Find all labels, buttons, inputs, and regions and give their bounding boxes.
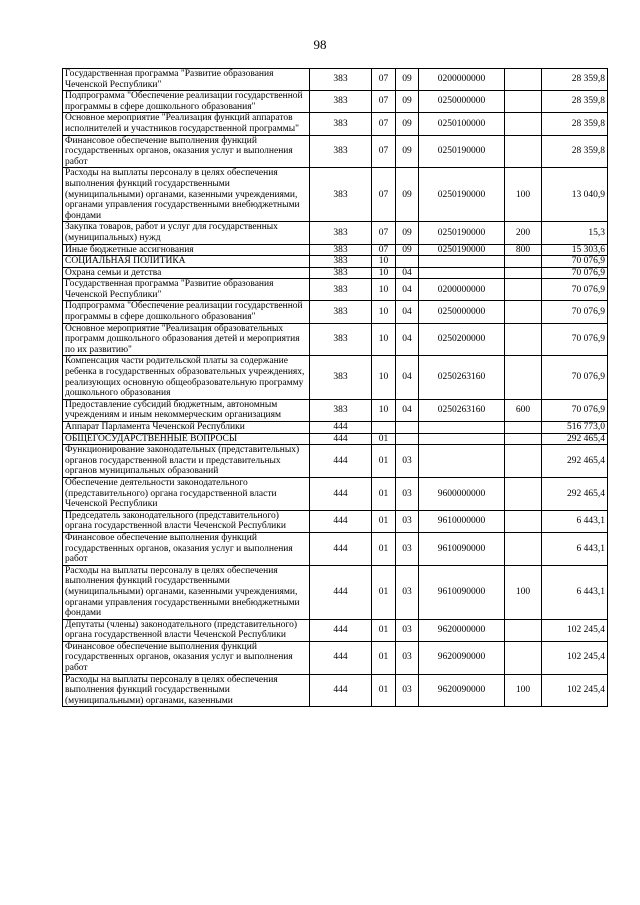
target-article-code (419, 267, 505, 279)
target-article-code: 9620090000 (419, 641, 505, 674)
page-number: 98 (313, 37, 327, 52)
expense-type-code (505, 422, 542, 434)
section-code: 07 (372, 244, 396, 256)
expense-type-code: 100 (505, 565, 542, 619)
expense-type-code (505, 433, 542, 445)
section-code: 01 (372, 477, 396, 510)
amount: 6 443,1 (542, 565, 608, 619)
item-name: Подпрограмма "Обеспечение реализации государственной программы в сфере дошкольного образования" (63, 301, 310, 323)
grbs-code: 444 (310, 510, 372, 532)
item-name: Государственная программа "Развитие образования Чеченской Республики" (63, 69, 310, 91)
section-code: 07 (372, 113, 396, 135)
section-code: 10 (372, 356, 396, 399)
section-code: 10 (372, 267, 396, 279)
grbs-code: 383 (310, 323, 372, 356)
amount: 516 773,0 (542, 422, 608, 434)
item-name: Обеспечение деятельности законодательного (представительного) органа государственной власти Чеченской Республики (63, 477, 310, 510)
amount: 292 465,4 (542, 433, 608, 445)
grbs-code: 383 (310, 135, 372, 168)
expense-type-code: 600 (505, 399, 542, 421)
table-row (63, 91, 608, 113)
target-article-code: 0250000000 (419, 301, 505, 323)
amount: 70 076,9 (542, 323, 608, 356)
section-code (372, 422, 396, 434)
section-code: 10 (372, 301, 396, 323)
section-code: 01 (372, 619, 396, 641)
amount: 15,3 (542, 222, 608, 244)
amount: 102 245,4 (542, 619, 608, 641)
grbs-code: 444 (310, 674, 372, 707)
table-row (63, 433, 608, 445)
item-name: Расходы на выплаты персоналу в целях обеспечения выполнения функций государственными (муниципальными) органами, казенными (63, 674, 310, 707)
grbs-code: 383 (310, 168, 372, 222)
subsection-code: 03 (396, 477, 419, 510)
item-name: Председатель законодательного (представительного) органа государственной власти Чеченской Республики (63, 510, 310, 532)
expense-type-code (505, 323, 542, 356)
amount: 28 359,8 (542, 113, 608, 135)
section-code: 10 (372, 323, 396, 356)
amount: 6 443,1 (542, 510, 608, 532)
target-article-code: 0250000000 (419, 91, 505, 113)
item-name: Предоставление субсидий бюджетным, автономным учреждениям и иным некоммерческим организациям (63, 399, 310, 421)
section-code: 10 (372, 399, 396, 421)
table-row (63, 641, 608, 674)
grbs-code: 383 (310, 113, 372, 135)
subsection-code: 09 (396, 244, 419, 256)
table-row (63, 323, 608, 356)
target-article-code (419, 445, 505, 478)
section-code: 01 (372, 433, 396, 445)
table-row (63, 279, 608, 301)
subsection-code: 03 (396, 565, 419, 619)
amount: 28 359,8 (542, 69, 608, 91)
grbs-code: 383 (310, 356, 372, 399)
expense-type-code: 100 (505, 674, 542, 707)
table-row (63, 256, 608, 268)
expense-type-code (505, 510, 542, 532)
expense-type-code (505, 69, 542, 91)
subsection-code: 09 (396, 168, 419, 222)
section-code: 10 (372, 279, 396, 301)
table-row (63, 135, 608, 168)
grbs-code: 383 (310, 222, 372, 244)
expense-type-code (505, 301, 542, 323)
target-article-code: 9610090000 (419, 532, 505, 565)
target-article-code: 0250190000 (419, 168, 505, 222)
amount: 70 076,9 (542, 356, 608, 399)
section-code: 10 (372, 256, 396, 268)
table-row (63, 422, 608, 434)
grbs-code: 444 (310, 565, 372, 619)
table-row (63, 510, 608, 532)
target-article-code: 0200000000 (419, 69, 505, 91)
table-row (63, 168, 608, 222)
subsection-code: 04 (396, 267, 419, 279)
item-name: ОБЩЕГОСУДАРСТВЕННЫЕ ВОПРОСЫ (63, 433, 310, 445)
item-name: Основное мероприятие "Реализация образовательных программ дошкольного образования детей и мероприятия по их развитию" (63, 323, 310, 356)
amount: 15 303,6 (542, 244, 608, 256)
grbs-code: 383 (310, 91, 372, 113)
section-code: 07 (372, 135, 396, 168)
table-row (63, 619, 608, 641)
item-name: Основное мероприятие "Реализация функций аппаратов исполнителей и участников государственной программы" (63, 113, 310, 135)
grbs-code: 383 (310, 399, 372, 421)
expense-type-code (505, 135, 542, 168)
table-row (63, 301, 608, 323)
section-code: 01 (372, 510, 396, 532)
item-name: Иные бюджетные ассигнования (63, 244, 310, 256)
section-code: 01 (372, 641, 396, 674)
target-article-code: 0200000000 (419, 279, 505, 301)
amount: 28 359,8 (542, 91, 608, 113)
table-row (63, 445, 608, 478)
amount: 102 245,4 (542, 674, 608, 707)
expense-type-code (505, 619, 542, 641)
grbs-code: 444 (310, 641, 372, 674)
subsection-code: 03 (396, 641, 419, 674)
table-row (63, 69, 608, 91)
amount: 70 076,9 (542, 279, 608, 301)
target-article-code: 9610000000 (419, 510, 505, 532)
item-name: Государственная программа "Развитие образования Чеченской Республики" (63, 279, 310, 301)
budget-table (62, 68, 608, 707)
section-code: 07 (372, 168, 396, 222)
section-code: 07 (372, 222, 396, 244)
target-article-code: 0250190000 (419, 222, 505, 244)
item-name: Функционирование законодательных (представительных) органов государственной власти и представительных органов муниципальных образований (63, 445, 310, 478)
subsection-code: 04 (396, 301, 419, 323)
amount: 6 443,1 (542, 532, 608, 565)
expense-type-code (505, 532, 542, 565)
section-code: 07 (372, 69, 396, 91)
expense-type-code: 800 (505, 244, 542, 256)
subsection-code: 04 (396, 323, 419, 356)
target-article-code: 0250190000 (419, 244, 505, 256)
subsection-code: 03 (396, 619, 419, 641)
item-name: Финансовое обеспечение выполнения функций государственных органов, оказания услуг и выполнения работ (63, 135, 310, 168)
item-name: Подпрограмма "Обеспечение реализации государственной программы в сфере дошкольного образования" (63, 91, 310, 113)
grbs-code: 444 (310, 532, 372, 565)
table-row (63, 477, 608, 510)
expense-type-code (505, 91, 542, 113)
item-name: Финансовое обеспечение выполнения функций государственных органов, оказания услуг и выполнения работ (63, 532, 310, 565)
section-code: 01 (372, 565, 396, 619)
amount: 292 465,4 (542, 445, 608, 478)
subsection-code: 03 (396, 532, 419, 565)
grbs-code: 383 (310, 279, 372, 301)
amount: 70 076,9 (542, 256, 608, 268)
section-code: 07 (372, 91, 396, 113)
target-article-code: 0250190000 (419, 135, 505, 168)
subsection-code: 09 (396, 69, 419, 91)
amount: 102 245,4 (542, 641, 608, 674)
grbs-code: 383 (310, 244, 372, 256)
amount: 13 040,9 (542, 168, 608, 222)
table-row (63, 267, 608, 279)
item-name: Аппарат Парламента Чеченской Республики (63, 422, 310, 434)
subsection-code: 09 (396, 222, 419, 244)
amount: 292 465,4 (542, 477, 608, 510)
amount: 70 076,9 (542, 301, 608, 323)
subsection-code: 04 (396, 279, 419, 301)
grbs-code: 444 (310, 433, 372, 445)
subsection-code: 09 (396, 113, 419, 135)
table-row (63, 113, 608, 135)
section-code: 01 (372, 532, 396, 565)
item-name: Охрана семьи и детства (63, 267, 310, 279)
expense-type-code (505, 477, 542, 510)
grbs-code: 383 (310, 301, 372, 323)
target-article-code: 0250263160 (419, 399, 505, 421)
table-row (63, 399, 608, 421)
target-article-code: 9600000000 (419, 477, 505, 510)
subsection-code: 04 (396, 399, 419, 421)
table-row (63, 674, 608, 707)
expense-type-code (505, 267, 542, 279)
subsection-code: 03 (396, 674, 419, 707)
subsection-code: 09 (396, 91, 419, 113)
grbs-code: 383 (310, 267, 372, 279)
expense-type-code (505, 641, 542, 674)
target-article-code: 9610090000 (419, 565, 505, 619)
target-article-code (419, 422, 505, 434)
target-article-code (419, 433, 505, 445)
subsection-code: 03 (396, 510, 419, 532)
subsection-code (396, 256, 419, 268)
subsection-code (396, 433, 419, 445)
item-name: Закупка товаров, работ и услуг для государственных (муниципальных) нужд (63, 222, 310, 244)
target-article-code: 9620090000 (419, 674, 505, 707)
item-name: Расходы на выплаты персоналу в целях обеспечения выполнения функций государственными (муниципальными) органами, казенными учреждениями, органами управления государственными внебюджетными фондами (63, 565, 310, 619)
item-name: Расходы на выплаты персоналу в целях обеспечения выполнения функций государственными (муниципальными) органами, казенными учреждениями, органами управления государственными внебюджетными фондами (63, 168, 310, 222)
grbs-code: 444 (310, 619, 372, 641)
amount: 70 076,9 (542, 399, 608, 421)
target-article-code (419, 256, 505, 268)
expense-type-code (505, 356, 542, 399)
table-row (63, 565, 608, 619)
table-row (63, 244, 608, 256)
item-name: Депутаты (члены) законодательного (представительного) органа государственной власти Чеченской Республики (63, 619, 310, 641)
amount: 28 359,8 (542, 135, 608, 168)
item-name: Финансовое обеспечение выполнения функций государственных органов, оказания услуг и выполнения работ (63, 641, 310, 674)
grbs-code: 444 (310, 477, 372, 510)
section-code: 01 (372, 674, 396, 707)
subsection-code: 04 (396, 356, 419, 399)
target-article-code: 9620000000 (419, 619, 505, 641)
expense-type-code: 200 (505, 222, 542, 244)
amount: 70 076,9 (542, 267, 608, 279)
grbs-code: 444 (310, 422, 372, 434)
grbs-code: 444 (310, 445, 372, 478)
grbs-code: 383 (310, 256, 372, 268)
subsection-code: 09 (396, 135, 419, 168)
target-article-code: 0250100000 (419, 113, 505, 135)
grbs-code: 383 (310, 69, 372, 91)
item-name: СОЦИАЛЬНАЯ ПОЛИТИКА (63, 256, 310, 268)
table-row (63, 356, 608, 399)
target-article-code: 0250263160 (419, 356, 505, 399)
table-row (63, 222, 608, 244)
table-row (63, 532, 608, 565)
expense-type-code (505, 279, 542, 301)
item-name: Компенсация части родительской платы за содержание ребенка в государственных образовательных учреждениях, реализующих основную общеобразовательную программу дошкольного образования (63, 356, 310, 399)
table-body (63, 69, 608, 707)
expense-type-code (505, 113, 542, 135)
expense-type-code: 100 (505, 168, 542, 222)
expense-type-code (505, 445, 542, 478)
subsection-code (396, 422, 419, 434)
target-article-code: 0250200000 (419, 323, 505, 356)
section-code: 01 (372, 445, 396, 478)
expense-type-code (505, 256, 542, 268)
subsection-code: 03 (396, 445, 419, 478)
